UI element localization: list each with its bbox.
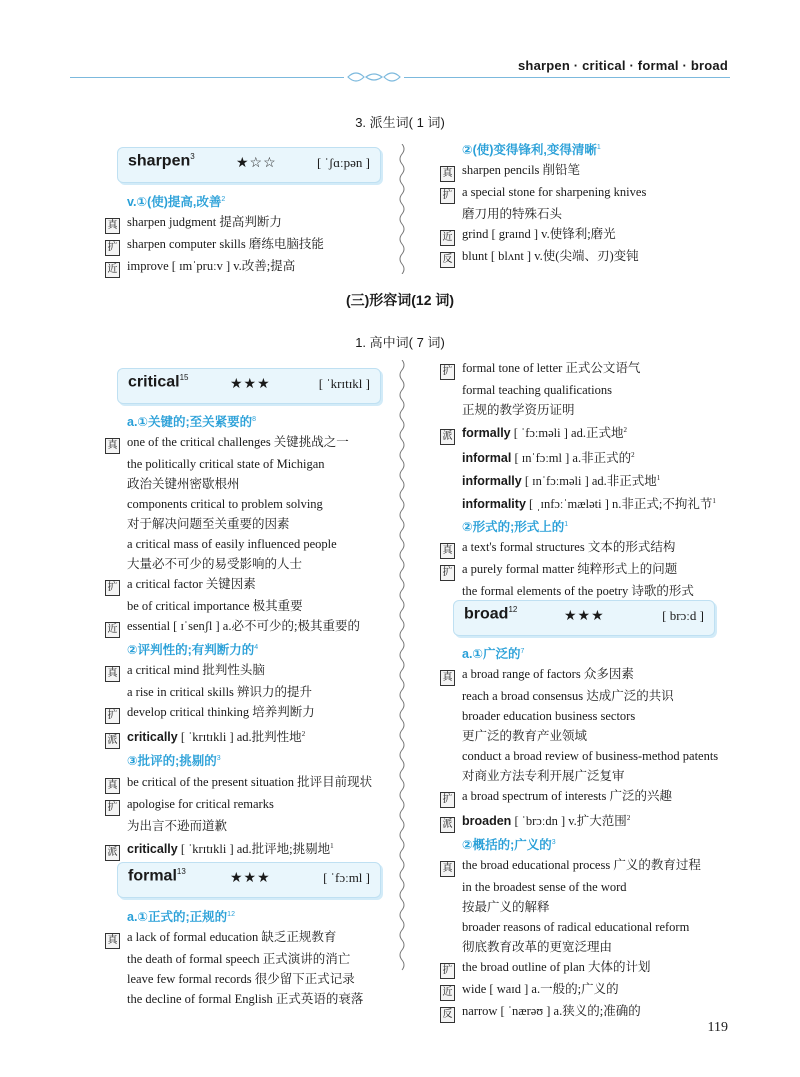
star-rating: ★☆☆ xyxy=(236,156,277,171)
headword: formal$^{13}$ xyxy=(128,867,186,885)
tag-example: 真 xyxy=(440,166,455,182)
tag-extension: 扩 xyxy=(440,963,455,979)
critical-entries: a.①关键的;至关紧要的$^8$ 真 one of the critical challenges 关键挑战之一 the politically critical state of Michigan 政治关键州密歇根州 components critical to problem solving 对于解决问题至关重要的因素 a critical mass of easily influenced people 大量必不可少的易受影响的人士 扩 a critical factor 关键因素 be of critical importance 极其重要 近 essential [ ɪˈsenʃl ] a.必不可少的;极其重要的 ②评判性的;有判断力的$^4$ 真 a critical mind 批判性头脑 a rise in critical skills 辨识力的提升 扩 develop critical thinking 培养判断力 派 critically [ ˈkrɪtɪkli ] ad.批判性地$^2$ ③批评的;挑剔的$^3$ 真 be critical of the present situation 批评目前现状 扩 apologise for critical remarks 为出言不逊而道歉 派 critically [ ˈkrɪtɪkli ] ad.批评地;挑剔地$^1$ xyxy=(105,410,372,861)
translation-line: 磨刀用的特殊石头 xyxy=(462,207,563,222)
example-line: components critical to problem solving xyxy=(127,497,323,512)
sense-1: a.①关键的;至关紧要的$^8$ xyxy=(127,415,257,430)
section-heading-derivatives: 3. 派生词( 1 词) xyxy=(355,115,445,130)
derivative-gloss: [ ˈfɔːməli ] ad.正式地 xyxy=(513,426,624,441)
derivative-gloss: [ ˈbrɔːdn ] v.扩大范围 xyxy=(514,814,627,829)
sharpen-right-entries xyxy=(440,138,646,268)
tag-example: 真 xyxy=(105,438,120,454)
star-rating: ★★★ xyxy=(230,871,271,886)
tag-extension: 扩 xyxy=(440,188,455,204)
example-line: leave few formal records 很少留下正式记录 xyxy=(127,972,355,987)
example-line: the death of formal speech 正式演讲的消亡 xyxy=(127,952,351,967)
page-number: 119 xyxy=(707,1020,728,1035)
phonetic: [ brɔːd ] xyxy=(662,608,704,623)
tag-extension: 扩 xyxy=(105,580,120,596)
tag-synonym: 近 xyxy=(440,230,455,246)
example-line: be of critical importance 极其重要 xyxy=(127,599,303,614)
example-line: the formal elements of the poetry 诗歌的形式 xyxy=(462,583,694,598)
word-box-sharpen xyxy=(117,147,381,183)
tag-synonym: 近 xyxy=(105,262,120,278)
antonym-line: blunt [ blʌnt ] v.使(尖端、刃)变钝 xyxy=(462,249,639,264)
tag-example: 真 xyxy=(440,543,455,559)
tag-derivative: 派 xyxy=(440,817,455,833)
derivative-word: informality xyxy=(462,497,526,512)
example-line: broader education business sectors xyxy=(462,709,636,724)
headword: critical$^{15}$ xyxy=(128,373,189,391)
tag-example: 真 xyxy=(105,218,120,234)
derivative-word: broaden xyxy=(462,814,512,829)
tag-derivative: 派 xyxy=(105,733,120,749)
derivative-gloss: [ ˌɪnfɔːˈmæləti ] n.非正式;不拘礼节 xyxy=(529,497,713,512)
translation-line: 对于解决问题至关重要的因素 xyxy=(127,517,290,532)
sense-1: v.①(使)提高,改善$^2$ xyxy=(127,195,226,210)
column-divider xyxy=(397,144,407,274)
tag-example: 真 xyxy=(440,861,455,877)
example-line: develop critical thinking 培养判断力 xyxy=(127,705,315,720)
sense-2: ②概括的;广义的$^3$ xyxy=(462,838,556,853)
example-line: a critical mind 批判性头脑 xyxy=(127,663,265,678)
derivative-word: critically xyxy=(127,841,178,856)
example-line: in the broadest sense of the word xyxy=(462,880,627,895)
translation-line: 彻底教育改革的更宽泛理由 xyxy=(462,940,613,955)
derivative-gloss: [ ˈkrɪtɪkli ] ad.批判性地 xyxy=(180,730,302,745)
tag-extension: 扩 xyxy=(105,708,120,724)
tag-antonym: 反 xyxy=(440,252,455,268)
star-rating: ★★★ xyxy=(564,609,605,624)
antonym-line: narrow [ ˈnærəʊ ] a.狭义的;准确的 xyxy=(462,1004,641,1019)
example-line: formal teaching qualifications xyxy=(462,383,612,397)
example-line: one of the critical challenges 关键挑战之一 xyxy=(127,435,349,450)
sense-1: a.①广泛的$^7$ xyxy=(462,647,525,662)
tag-example: 真 xyxy=(105,778,120,794)
tag-example: 真 xyxy=(105,666,120,682)
word-box-formal xyxy=(117,862,381,898)
example-line: a text's formal structures 文本的形式结构 xyxy=(462,539,676,554)
tag-extension: 扩 xyxy=(105,800,120,816)
formal-right-entries: 扩 formal tone of letter 正式公文语气 formal teaching qualifications 正规的教学资历证明 派 formally [ ˈfɔːməli ] ad.正式地$^2$ informal [ ɪnˈfɔːml ] a.非正式的$^2$ informally [ ɪnˈfɔːməli ] ad.非正式地$^1$ informality [ ˌɪnfɔːˈmæləti ] n.非正式;不拘礼节$^1$ ②形式的;形式上的$^1$ 真 a text's formal structures 文本的形式结构 扩 a purely formal matter 纯粹形式上的问题 the formal elements of the poetry 诗歌的形式 xyxy=(440,358,716,601)
phonetic: [ ˈʃɑːpən ] xyxy=(317,155,370,170)
sense-1: a.①正式的;正规的$^{12}$ xyxy=(127,910,235,925)
example-line: the politically critical state of Michigan xyxy=(127,457,325,472)
example-line: the broad outline of plan 大体的计划 xyxy=(462,960,651,975)
tag-example: 真 xyxy=(105,933,120,949)
phonetic: [ ˈkrɪtɪkl ] xyxy=(318,376,370,391)
derivative-gloss: [ ˈkrɪtɪkli ] ad.批评地;挑剔地 xyxy=(180,841,331,856)
example-line: a lack of formal education 缺乏正规教育 xyxy=(127,930,337,945)
headword: sharpen$^3$ xyxy=(128,152,195,170)
headword: broad$^{12}$ xyxy=(464,605,518,623)
example-line: broader reasons of radical educational reform xyxy=(462,920,690,935)
tag-example: 真 xyxy=(440,670,455,686)
column-divider xyxy=(397,360,407,1010)
tag-extension: 扩 xyxy=(105,240,120,256)
example-line: apologise for critical remarks xyxy=(127,796,274,811)
sense-2: ②(使)变得锋利,变得清晰$^1$ xyxy=(462,143,601,158)
header-ornament xyxy=(344,69,404,85)
example-line: be critical of the present situation 批评目前现状 xyxy=(127,774,373,789)
word-box-critical xyxy=(117,368,381,404)
sense-2: ②评判性的;有判断力的$^4$ xyxy=(127,643,259,658)
example-line: formal tone of letter 正式公文语气 xyxy=(462,361,641,375)
tag-derivative: 派 xyxy=(105,845,120,861)
example-line: a broad spectrum of interests 广泛的兴趣 xyxy=(462,789,673,804)
tag-extension: 扩 xyxy=(440,792,455,808)
section-heading-high-school: 1. 高中词( 7 词) xyxy=(355,335,445,350)
derivative-gloss: [ ɪnˈfɔːml ] a.非正式的 xyxy=(514,451,632,466)
example-line: conduct a broad review of business-method patents xyxy=(462,749,719,764)
sense-2: ②形式的;形式上的$^1$ xyxy=(462,519,569,534)
synonym-line: essential [ ɪˈsenʃl ] a.必不可少的;极其重要的 xyxy=(127,619,360,634)
tag-extension: 扩 xyxy=(440,565,455,581)
example-line: a purely formal matter 纯粹形式上的问题 xyxy=(462,561,678,576)
derivative-word: informally xyxy=(462,474,522,489)
tag-synonym: 近 xyxy=(105,622,120,638)
sense-3: ③批评的;挑剔的$^3$ xyxy=(127,754,221,769)
derivative-word: formally xyxy=(462,426,511,441)
example-line: the decline of formal English 正式英语的衰落 xyxy=(127,992,364,1007)
tag-extension: 扩 xyxy=(440,364,455,380)
broad-entries: a.①广泛的$^7$ 真 a broad range of factors 众多因素 reach a broad consensus 达成广泛的共识 broader education business sectors 更广泛的教育产业领域 conduct a broad review of business-method patents 对商业方法专利开展广泛复审 扩 a broad spectrum of interests 广泛的兴趣 派 broaden [ ˈbrɔːdn ] v.扩大范围$^2$ ②概括的;广义的$^3$ 真 the broad educational process 广义的教育过程 in the broadest sense of the word 按最广义的解释 broader reasons of radical educational reform 彻底教育改革的更宽泛理由 扩 the broad outline of plan 大体的计划 近 wide [ waɪd ] a.一般的;广义的 反 narrow [ ˈnærəʊ ] a.狭义的;准确的 xyxy=(440,642,718,1023)
sharpen-left-entries xyxy=(105,190,324,278)
synonym-line: grind [ graɪnd ] v.使锋利;磨光 xyxy=(462,227,616,242)
example-line: a critical factor 关键因素 xyxy=(127,577,256,592)
derivative-word: critically xyxy=(127,730,178,745)
derivative-gloss: [ ɪnˈfɔːməli ] ad.非正式地 xyxy=(524,474,657,489)
tag-antonym: 反 xyxy=(440,1007,455,1023)
star-rating: ★★★ xyxy=(230,377,271,392)
translation-line: 正规的教学资历证明 xyxy=(462,403,575,417)
example-line: sharpen judgment 提高判断力 xyxy=(127,215,282,230)
example-line: sharpen computer skills 磨练电脑技能 xyxy=(127,237,324,252)
example-line: a broad range of factors 众多因素 xyxy=(462,667,634,682)
translation-line: 按最广义的解释 xyxy=(462,900,550,915)
running-header: sharpen · critical · formal · broad xyxy=(518,58,728,73)
translation-line: 对商业方法专利开展广泛复审 xyxy=(462,769,625,784)
example-line: the broad educational process 广义的教育过程 xyxy=(462,858,701,873)
example-line: a special stone for sharpening knives xyxy=(462,185,647,200)
tag-synonym: 近 xyxy=(440,985,455,1001)
translation-line: 更广泛的教育产业领域 xyxy=(462,729,588,744)
word-box-broad xyxy=(453,600,715,636)
synonym-line: wide [ waɪd ] a.一般的;广义的 xyxy=(462,982,619,997)
synonym-line: improve [ ɪmˈpruːv ] v.改善;提高 xyxy=(127,259,296,274)
translation-line: 为出言不逊而道歉 xyxy=(127,818,228,833)
derivative-word: informal xyxy=(462,451,512,466)
example-line: sharpen pencils 削铅笔 xyxy=(462,163,581,178)
phonetic: [ ˈfɔːml ] xyxy=(323,870,370,885)
example-line: a critical mass of easily influenced people xyxy=(127,537,337,552)
example-line: a rise in critical skills 辨识力的提升 xyxy=(127,685,313,700)
example-line: reach a broad consensus 达成广泛的共识 xyxy=(462,689,674,704)
translation-line: 政治关键州密歇根州 xyxy=(127,477,240,492)
tag-derivative: 派 xyxy=(440,429,455,445)
translation-line: 大量必不可少的易受影响的人士 xyxy=(127,557,303,572)
formal-left-entries xyxy=(105,905,363,1009)
section-heading-adjectives: (三)形容词(12 词) xyxy=(345,292,455,308)
